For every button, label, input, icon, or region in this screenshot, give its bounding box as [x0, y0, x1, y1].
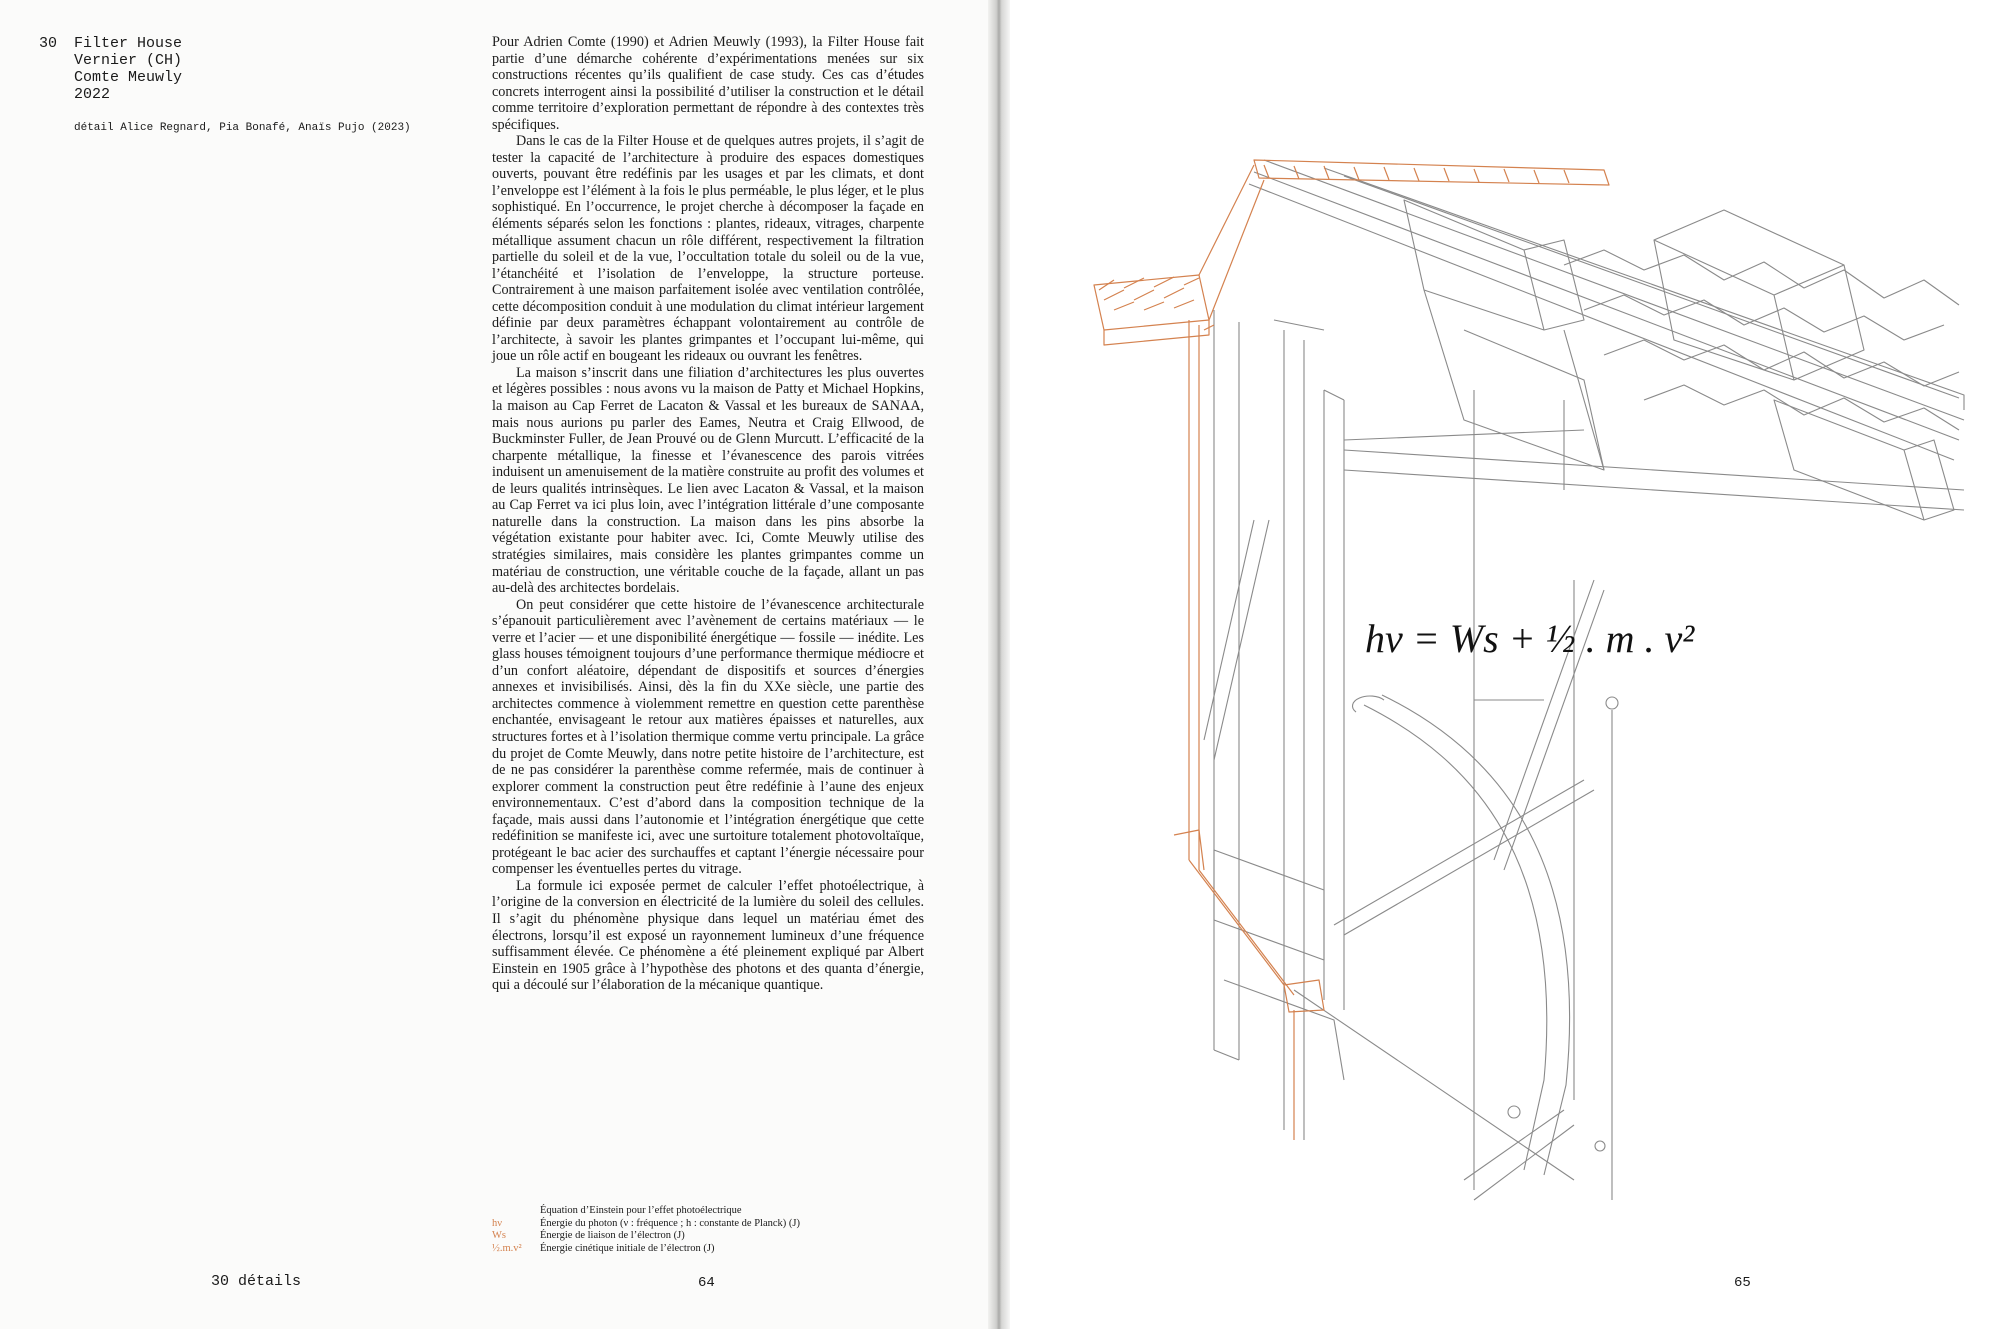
formula-legend [492, 1205, 800, 1255]
running-title: 30 détails [211, 1273, 302, 1290]
legend-text: Énergie du photon (ν : fréquence ; h : constante de Planck) (J) [540, 1217, 800, 1229]
photovoltaic-panel [1254, 160, 1609, 185]
essay-paragraph-4: On peut considérer que cette histoire de l’évanescence architecturale s’épanouit particulièrement avec l’avènement de certains matériaux — le verre et l’acier — et une disponibilité énergétique — fossile — inédite. Les glass houses témoignent toujours d’une performance thermique médiocre et d’un confort aléatoire, dépendant de dispositifs et sources d’énergies annexes et invisibilisés. Ainsi, dès la fin du XXe siècle, une partie des architectes commence à violemment remettre en question cette parenthèse enchantée, envisageant le retour aux matières épaisses et naturelles, aux structures fortes et à l’isolation thermique comme vertu principale. La grâce du projet de Comte Meuwly, dans notre petite histoire de l’architecture, est de ne pas considérer la parenthèse comme refermée, mais de continuer à explorer comment la construction peut être redéfinie à l’aune des enjeux environnementaux. C’est d’abord dans la composition technique de la façade, mais aussi dans l’autonomie et l’intégration énergétique que cette redéfinition se manifeste ici, avec une surtoiture totalement photovoltaïque, protégeant le bac acier des surchauffes et captant l’énergie nécessaire pour compenser les éventuelles pertes du vitrage. [492, 596, 924, 878]
essay-paragraph-1: Pour Adrien Comte (1990) et Adrien Meuwly (1993), la Filter House fait partie d’une démarche cohérente d’expérimentations menées sur six constructions récentes qu’ils qualifient de case study. Ces cas d’études concrets interrogent ainsi la possibilité d’utiliser la construction et le détail comme territoire d’exploration permettant de répondre à des contextes très spécifiques. [492, 34, 924, 133]
essay-body [492, 34, 924, 994]
legend-symbol: ½.m.v² [492, 1242, 522, 1254]
legend-row-hv [492, 1218, 800, 1231]
essay-paragraph-2: Dans le cas de la Filter House et de quelques autres projets, il s’agit de tester la capacité de l’architecture à produire des espaces domestiques ouverts, pouvant être redéfinis par les usages et par les climats, et dont l’enveloppe est l’élément à la fois le plus perméable, le plus léger, et le plus sophistiqué. En l’occurrence, le projet cherche à décomposer la façade en éléments séparés selon les fonctions : plantes, rideaux, vitrages, charpente métallique assument chacun un rôle différent, respectivement la filtration partielle du soleil et de la vue, l’occultation totale du soleil ou de la vue, l’étanchéité et l’isolation de l’enveloppe, la structure porteuse. Contrairement à une maison parfaitement isolée avec ventilation contrôlée, cette décomposition conduit à une modulation du climat intérieur largement définie par deux paramètres échappant volontairement au contrôle de l’architecte, à savoir les plantes grimpantes et l’occupant lui-même, qui joue un rôle actif en bougeant les rideaux ou ouvrant les fenêtres. [492, 133, 924, 365]
essay-paragraph-5: La formule ici exposée permet de calculer l’effet photoélectrique, à l’origine de la conversion en électricité de la lumière du soleil des cellules. Il s’agit du phénomène physique dans lequel un matériau émet des électrons, lorsqu’il est exposé un rayonnement lumineux d’une fréquence suffisamment élevée. Ce phénomène a été pleinement expliqué par Albert Einstein en 1905 grâce à l’hypothèse des photons et des quanta d’énergie, qui a découlé sur l’élaboration de la mécanique quantique. [492, 877, 924, 994]
project-meta [74, 35, 182, 103]
project-title: Filter House [74, 35, 183, 52]
page-number-left: 64 [698, 1275, 715, 1291]
einstein-formula: hν = Ws + ½ . m . v² [1365, 616, 1695, 661]
legend-title: Équation d’Einstein pour l’effet photoélectrique [540, 1205, 742, 1216]
project-location: Vernier (CH) [74, 52, 183, 69]
detail-credit: détail Alice Regnard, Pia Bonafé, Anaïs Pujo (2023) [74, 122, 411, 134]
project-number: 30 [39, 35, 58, 52]
project-year: 2022 [74, 86, 111, 103]
essay-paragraph-3: La maison s’inscrit dans une filiation d’architectures les plus ouvertes et légères possibles : nous avons vu la maison de Patty et Michael Hopkins, la maison au Cap Ferret de Lacaton & Vassal et les bureaux de SANAA, mais nous aurions pu parler des Eames, Neutra et Craig Ellwood, de Buckminster Fuller, de Jean Prouvé ou de Glenn Murcutt. L’efficacité de la charpente métallique, la finesse et l’évanescence des parois vitrées induisent un amenuisement de la matière construite au profit des volumes et de leurs qualités intrinsèques. Le lien avec Lacaton & Vassal, et la maison au Cap Ferret va ici plus loin, avec l’intégration littérale d’une composante naturelle dans la construction. La maison dans les pins absorbe la végétation existante pour habiter avec. Ici, Comte Meuwly utilise des stratégies similaires, mais considère les plantes grimpantes comme un matériau de construction, une véritable couche de la façade, allant un pas au-delà des architectes bordelais. [492, 364, 924, 597]
legend-row-ws [492, 1230, 800, 1243]
left-page [0, 0, 996, 1329]
curved-downpipe [1364, 705, 1547, 1170]
legend-row-kinetic [492, 1243, 800, 1256]
legend-text: Énergie de liaison de l’électron (J) [540, 1230, 685, 1241]
legend-text: Énergie cinétique initiale de l’électron (J) [540, 1242, 715, 1254]
page-number-right: 65 [1734, 1275, 1751, 1291]
timber-fascia [1094, 275, 1209, 330]
legend-symbol: hν [492, 1217, 502, 1229]
steel-beam [1344, 450, 1964, 490]
construction-detail-drawing [1004, 0, 2000, 1329]
legend-title-row [492, 1205, 800, 1218]
legend-symbol: Ws [492, 1230, 506, 1241]
roof-edge [1264, 160, 1964, 420]
project-architects: Comte Meuwly [74, 69, 183, 86]
